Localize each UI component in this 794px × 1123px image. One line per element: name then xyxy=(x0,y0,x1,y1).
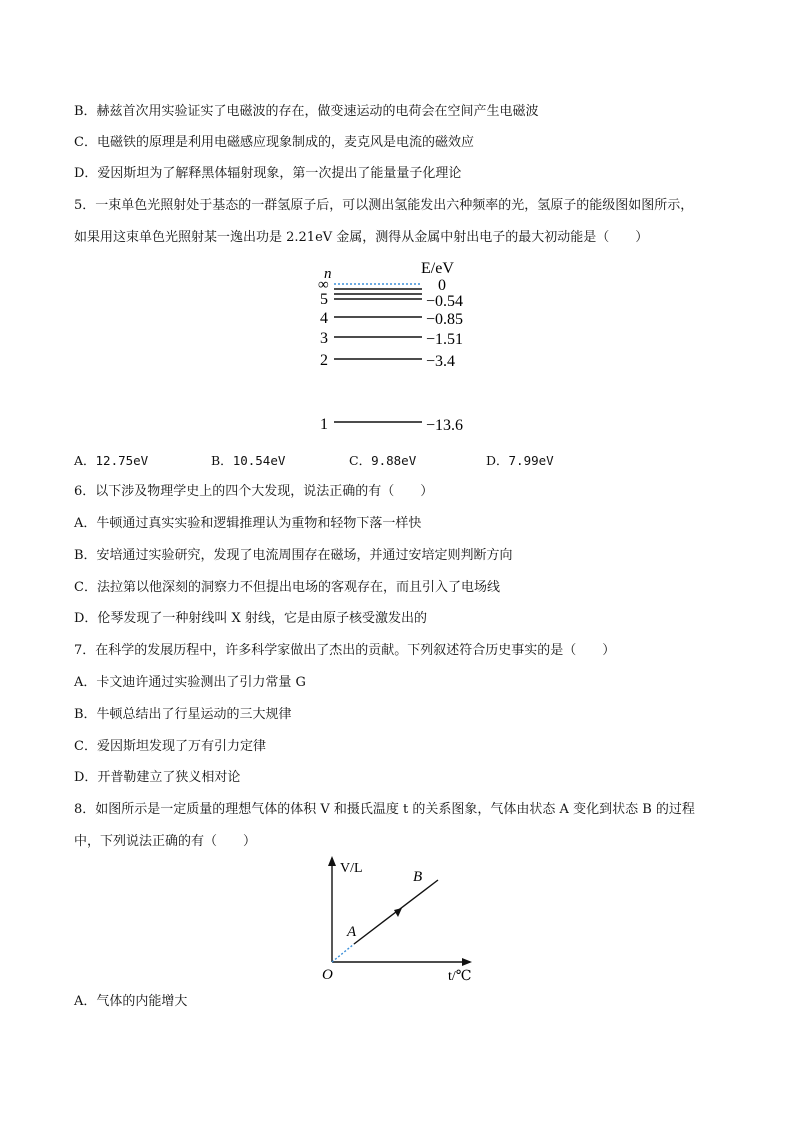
q6-option-a: A．牛顿通过真实实验和逻辑推理认为重物和轻物下落一样快 xyxy=(74,516,422,531)
level-3-n: 3 xyxy=(320,330,328,347)
level-2-e: −3.4 xyxy=(426,353,456,370)
y-axis-arrow xyxy=(328,856,336,866)
point-b-label: B xyxy=(413,869,423,885)
q8-stem-line-1: 8．如图所示是一定质量的理想气体的体积 V 和摄氏温度 t 的关系图象，气体由状态 A 变化到状态 B 的过程 xyxy=(74,802,695,817)
level-2-n: 2 xyxy=(320,352,328,369)
q6-option-d: D．伦琴发现了一种射线叫 X 射线，它是由原子核受激发出的 xyxy=(74,611,427,626)
q6-stem: 6．以下涉及物理学史上的四个大发现，说法正确的有（ ） xyxy=(74,484,434,499)
q5-option-d: D．7.99eV xyxy=(486,453,554,468)
q5-options xyxy=(74,451,734,471)
energy-level-diagram xyxy=(310,256,490,436)
q5-option-a: A．12.75eV xyxy=(74,453,149,468)
q5-option-c: C．9.88eV xyxy=(349,453,417,468)
x-axis-label: t/℃ xyxy=(448,969,472,984)
q5-stem-line-1: 5．一束单色光照射处于基态的一群氢原子后，可以测出氢能发出六种频率的光，氢原子的能级图如图所示， xyxy=(74,198,694,213)
x-axis-arrow xyxy=(462,958,472,966)
level-5-n: 5 xyxy=(320,291,328,308)
q7-option-a: A．卡文迪许通过实验测出了引力常量 G xyxy=(74,675,306,690)
origin-label: O xyxy=(322,967,333,983)
q7-option-c: C．爱因斯坦发现了万有引力定律 xyxy=(74,739,266,754)
n-axis-label: n xyxy=(324,266,332,282)
level-4-n: 4 xyxy=(320,310,328,327)
q7-stem: 7．在科学的发展历程中，许多科学家做出了杰出的贡献。下列叙述符合历史事实的是（ ） xyxy=(74,643,616,658)
level-1-e: −13.6 xyxy=(426,417,464,434)
q4-option-d: D．爱因斯坦为了解释黑体辐射现象，第一次提出了能量量子化理论 xyxy=(74,166,462,181)
volume-temperature-graph xyxy=(310,852,480,984)
point-a-label: A xyxy=(347,924,357,940)
level-4-e: −0.85 xyxy=(426,311,464,328)
q8-option-a: A．气体的内能增大 xyxy=(74,994,188,1009)
q7-option-d: D．开普勒建立了狭义相对论 xyxy=(74,770,241,785)
q6-option-c: C．法拉第以他深刻的洞察力不但提出电场的客观存在，而且引入了电场线 xyxy=(74,580,500,595)
dashed-extension xyxy=(332,944,354,962)
q6-option-b: B．安培通过实验研究，发现了电流周围存在磁场，并通过安培定则判断方向 xyxy=(74,548,513,563)
level-3-e: −1.51 xyxy=(426,331,464,348)
energy-axis-label: E/eV xyxy=(421,260,454,277)
q7-option-b: B．牛顿总结出了行星运动的三大规律 xyxy=(74,707,292,722)
q8-stem-line-2: 中，下列说法正确的有（ ） xyxy=(74,834,257,849)
q4-option-b: B．赫兹首次用实验证实了电磁波的存在，做变速运动的电荷会在空间产生电磁波 xyxy=(74,104,539,119)
level-inf-n: ∞ xyxy=(318,277,329,293)
level-5-e: −0.54 xyxy=(426,293,464,310)
q5-option-b: B．10.54eV xyxy=(211,453,286,468)
q5-stem-line-2: 如果用这束单色光照射某一逸出功是 2.21eV 金属，测得从金属中射出电子的最大初动能是（ ） xyxy=(74,230,649,245)
y-axis-label: V/L xyxy=(340,861,363,876)
level-1-n: 1 xyxy=(320,416,328,433)
level-inf-e: 0 xyxy=(438,277,446,294)
q4-option-c: C．电磁铁的原理是利用电磁感应现象制成的，麦克风是电流的磁效应 xyxy=(74,135,474,150)
